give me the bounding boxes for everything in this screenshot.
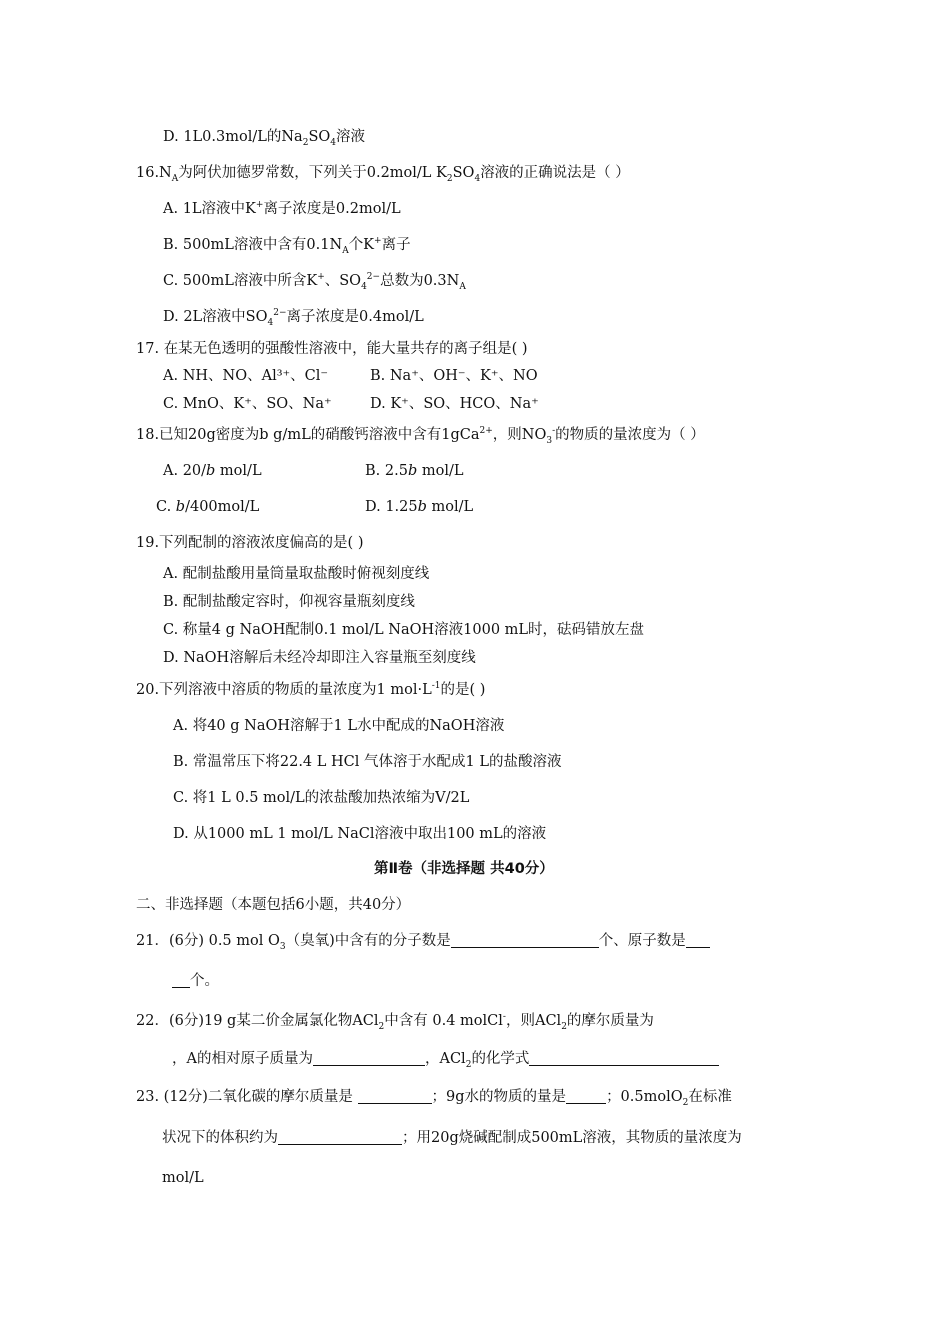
- q18-option-a: A. 20/b mol/L: [163, 463, 262, 479]
- q21-blank-atoms-part1[interactable]: [686, 932, 710, 948]
- q19-option-a: A. 配制盐酸用量筒量取盐酸时俯视刻度线: [163, 566, 430, 582]
- q16-stem: $16.N_A$为阿伏加德罗常数，下列关于0.2mol/L $K_2SO_4$溶液的正确说法是（ ）: [136, 165, 630, 184]
- section-heading: 二、非选择题（本题包括6小题，共40分）: [136, 897, 411, 913]
- q23-blank-co2-molar-mass[interactable]: [358, 1088, 432, 1104]
- q19-stem: 19.下列配制的溶液浓度偏高的是( ): [136, 535, 364, 551]
- q16-option-d: D. 2L溶液中$SO_4^{2-}$离子浓度是0.4mol/L: [163, 308, 424, 328]
- q20-option-a: A. 将40 g NaOH溶解于1 L水中配成的NaOH溶液: [173, 718, 505, 734]
- q19-option-b: B. 配制盐酸定容时，仰视容量瓶刻度线: [163, 594, 415, 610]
- q22-blank-formula[interactable]: [529, 1050, 719, 1066]
- q18-option-d: D. 1.25b mol/L: [365, 499, 474, 515]
- q23-line1: 23. (12分)二氧化碳的摩尔质量是 ；9g水的物质的量是 ；0.5molO$_2$在标准: [136, 1089, 732, 1108]
- q16-option-a: A. 1L溶液中K+离子浓度是0.2mol/L: [163, 200, 401, 217]
- q19-option-d: D. NaOH溶解后未经冷却即注入容量瓶至刻度线: [163, 650, 476, 666]
- q15-option-d: D. 1L0.3mol/L的$Na_2SO_4$溶液: [163, 129, 366, 148]
- q22-blank-atomic-mass[interactable]: [313, 1050, 425, 1066]
- q20-option-b: B. 常温常压下将22.4 L HCl 气体溶于水配成1 L的盐酸溶液: [173, 754, 562, 770]
- q21-blank-molecules[interactable]: [451, 932, 599, 948]
- q23-line3: mol/L: [162, 1170, 204, 1186]
- q23-blank-water-moles[interactable]: [566, 1088, 606, 1104]
- q17-option-a: A. NH、NO、Al³⁺、Cl⁻: [163, 368, 329, 384]
- q18-option-c: C. b/400mol/L: [156, 499, 260, 515]
- q17-option-d: D. K⁺、SO、HCO、Na⁺: [370, 396, 539, 412]
- q18-stem: 18.已知20g密度为b g/mL的硝酸钙溶液中含有1gCa$^{2+}$，则$NO_3^-$的物质的量浓度为（ ）: [136, 426, 705, 446]
- q21-blank-atoms-part2[interactable]: [172, 972, 190, 988]
- q23-blank-volume[interactable]: [278, 1129, 402, 1145]
- q17-option-c: C. MnO、K⁺、SO、Na⁺: [163, 396, 332, 412]
- q22-line2: ，A的相对原子质量为 ，ACl$_2$的化学式: [172, 1049, 719, 1069]
- q19-option-c: C. 称量4 g NaOH配制0.1 mol/L NaOH溶液1000 mL时，砝码错放左盘: [163, 622, 645, 638]
- q16-option-c: C. 500mL溶液中所含K+、$SO_4^{2-}$总数为$0.3N_A$: [163, 272, 466, 292]
- q22-line1: 22．(6分)19 g某二价金属氯化物ACl$_2$中含有 0.4 molCl-，则ACl$_2$的摩尔质量为: [136, 1012, 654, 1032]
- q17-option-b: B. Na⁺、OH⁻、K⁺、NO: [370, 368, 538, 384]
- q21-line1: 21．(6分) 0.5 mol $O_3$（臭氧)中含有的分子数是 个、原子数是: [136, 931, 710, 951]
- q20-stem: 20.下列溶液中溶质的物质的量浓度为1 $mol\cdot L^{-1}$的是( ): [136, 681, 486, 698]
- q17-stem: 17. 在某无色透明的强酸性溶液中，能大量共存的离子组是( ): [136, 341, 528, 357]
- q23-line2: 状况下的体积约为 ；用20g烧碱配制成500mL溶液，其物质的量浓度为: [162, 1130, 742, 1146]
- q20-option-d: D. 从1000 mL 1 mol/L NaCl溶液中取出100 mL的溶液: [173, 826, 547, 842]
- q21-line2: 个。: [172, 971, 219, 991]
- q20-option-c: C. 将1 L 0.5 mol/L的浓盐酸加热浓缩为V/2L: [173, 790, 470, 806]
- section-title: 第Ⅱ卷（非选择题 共40分）: [374, 861, 554, 877]
- q16-option-b: B. 500mL溶液中含有$0.1N_A$个K+离子: [163, 236, 411, 256]
- q18-option-b: B. 2.5b mol/L: [365, 463, 464, 479]
